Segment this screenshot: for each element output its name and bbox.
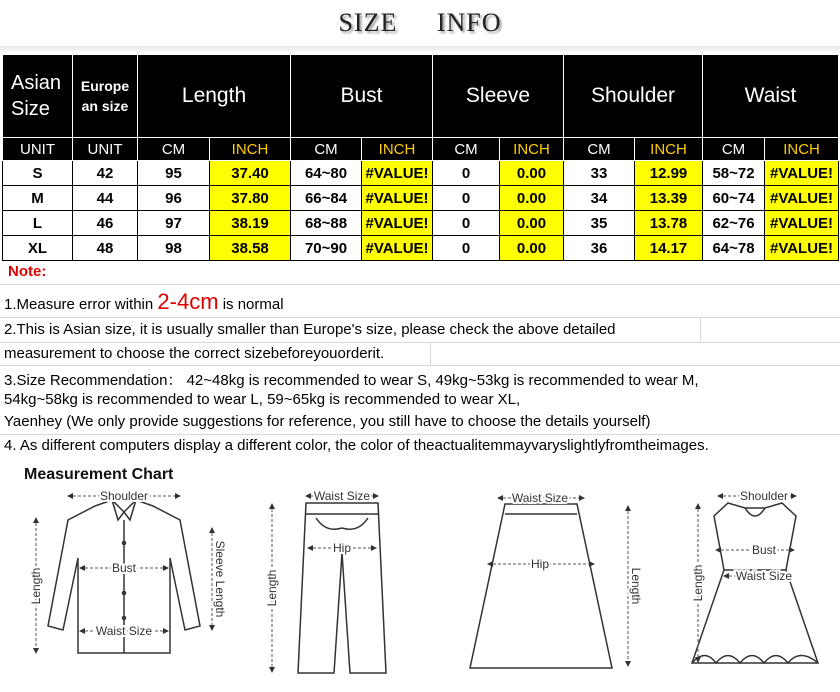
table-cell: 98 (138, 236, 210, 261)
note-line-1 (4, 289, 284, 315)
unit-cell: INCH (500, 138, 564, 161)
unit-cell: INCH (765, 138, 839, 161)
shirt-length-label: Length (29, 567, 43, 605)
table-cell: 64~80 (291, 161, 362, 186)
shirt-sleeve-label: Sleeve Length (213, 540, 227, 618)
table-cell: XL (3, 236, 73, 261)
table-cell: 0.00 (500, 236, 564, 261)
shirt-bust-label: Bust (111, 561, 137, 575)
unit-cell: CM (703, 138, 765, 161)
table-cell: #VALUE! (765, 211, 839, 236)
table-cell: 42 (73, 161, 138, 186)
table-row (3, 186, 839, 211)
size-table (2, 54, 839, 261)
note-line-3c: Yaenhey (We only provide suggestions for reference, you still have to choose the details yourself) (4, 413, 651, 430)
table-cell: 14.17 (635, 236, 703, 261)
table-cell: 0 (433, 186, 500, 211)
table-cell: 60~74 (703, 186, 765, 211)
title-word-size: SIZE (338, 8, 398, 37)
measurement-chart (0, 458, 840, 692)
table-cell: 44 (73, 186, 138, 211)
table-cell: 34 (564, 186, 635, 211)
table-cell: 36 (564, 236, 635, 261)
unit-cell: CM (138, 138, 210, 161)
unit-cell: INCH (210, 138, 291, 161)
table-cell: 46 (73, 211, 138, 236)
table-cell: 95 (138, 161, 210, 186)
note-line-1-pre: 1.Measure error within (4, 296, 158, 313)
note-title: Note: (8, 263, 47, 280)
table-cell: 38.58 (210, 236, 291, 261)
unit-cell: INCH (362, 138, 433, 161)
header-bust: Bust (291, 55, 433, 138)
table-cell: S (3, 161, 73, 186)
garment-diagrams (0, 458, 840, 692)
table-cell: 37.40 (210, 161, 291, 186)
table-cell: 66~84 (291, 186, 362, 211)
table-cell: #VALUE! (362, 161, 433, 186)
table-row (3, 161, 839, 186)
note-line-2b: measurement to choose the correct sizebeforeyouorderit. (4, 345, 385, 362)
pants-icon (298, 503, 386, 673)
table-cell: 13.78 (635, 211, 703, 236)
table-cell: 0.00 (500, 161, 564, 186)
title-word-info: INFO (436, 8, 502, 37)
table-cell: #VALUE! (765, 186, 839, 211)
dress-icon (692, 503, 818, 663)
skirt-length-label: Length (629, 567, 643, 605)
unit-cell: CM (291, 138, 362, 161)
shirt-waist-label: Waist Size (95, 624, 153, 638)
table-cell: 62~76 (703, 211, 765, 236)
table-cell: 37.80 (210, 186, 291, 211)
note-line-1-post: is normal (218, 296, 284, 313)
header-length: Length (138, 55, 291, 138)
table-cell: 68~88 (291, 211, 362, 236)
table-cell: 0 (433, 161, 500, 186)
table-cell: 48 (73, 236, 138, 261)
table-cell: 35 (564, 211, 635, 236)
pants-waist-label: Waist Size (313, 489, 371, 503)
unit-cell: CM (433, 138, 500, 161)
table-row (3, 211, 839, 236)
table-cell: M (3, 186, 73, 211)
table-cell: #VALUE! (765, 161, 839, 186)
header-waist: Waist (703, 55, 839, 138)
table-cell: 64~78 (703, 236, 765, 261)
table-cell: L (3, 211, 73, 236)
header-europe-size: Europe an size (73, 55, 138, 138)
page-title (0, 0, 840, 54)
skirt-waist-label: Waist Size (511, 491, 569, 505)
table-cell: 58~72 (703, 161, 765, 186)
dress-waist-label: Waist Size (735, 569, 793, 583)
header-shoulder: Shoulder (564, 55, 703, 138)
table-cell: #VALUE! (765, 236, 839, 261)
skirt-hip-label: Hip (530, 557, 550, 571)
dress-length-label: Length (691, 564, 705, 602)
table-cell: 0 (433, 211, 500, 236)
note-line-3a: 3.Size Recommendation： 42~48kg is recommended to wear S, 49kg~53kg is recommended to wear M, (4, 372, 699, 389)
pants-hip-label: Hip (332, 541, 352, 555)
unit-cell: UNIT (73, 138, 138, 161)
unit-cell: CM (564, 138, 635, 161)
table-cell: 0.00 (500, 186, 564, 211)
skirt-icon (470, 504, 612, 668)
table-cell: 38.19 (210, 211, 291, 236)
table-cell: 96 (138, 186, 210, 211)
dress-shoulder-label: Shoulder (739, 489, 789, 503)
dress-bust-label: Bust (751, 543, 777, 557)
table-cell: 33 (564, 161, 635, 186)
note-line-1-highlight: 2-4cm (157, 289, 219, 314)
chart-title: Measurement Chart (24, 466, 174, 483)
units-row (3, 138, 839, 161)
unit-cell: UNIT (3, 138, 73, 161)
header-sleeve: Sleeve (433, 55, 564, 138)
table-cell: #VALUE! (362, 236, 433, 261)
table-cell: 13.39 (635, 186, 703, 211)
table-cell: 0.00 (500, 211, 564, 236)
pants-length-label: Length (265, 569, 279, 607)
table-cell: 12.99 (635, 161, 703, 186)
table-cell: #VALUE! (362, 186, 433, 211)
note-line-3b: 54kg~58kg is recommended to wear L, 59~65kg is recommended to wear XL, (4, 391, 521, 408)
table-cell: #VALUE! (362, 211, 433, 236)
table-header-row (3, 55, 839, 138)
header-asian-size: Asian Size (3, 55, 73, 138)
note-line-4: 4. As different computers display a different color, the color of theactualitemmayvaryslightlyfromtheimages. (4, 437, 709, 454)
table-cell: 0 (433, 236, 500, 261)
note-line-2a: 2.This is Asian size, it is usually smaller than Europe's size, please check the above detailed (4, 321, 616, 338)
table-cell: 70~90 (291, 236, 362, 261)
unit-cell: INCH (635, 138, 703, 161)
table-row (3, 236, 839, 261)
table-cell: 97 (138, 211, 210, 236)
shirt-shoulder-label: Shoulder (99, 489, 149, 503)
